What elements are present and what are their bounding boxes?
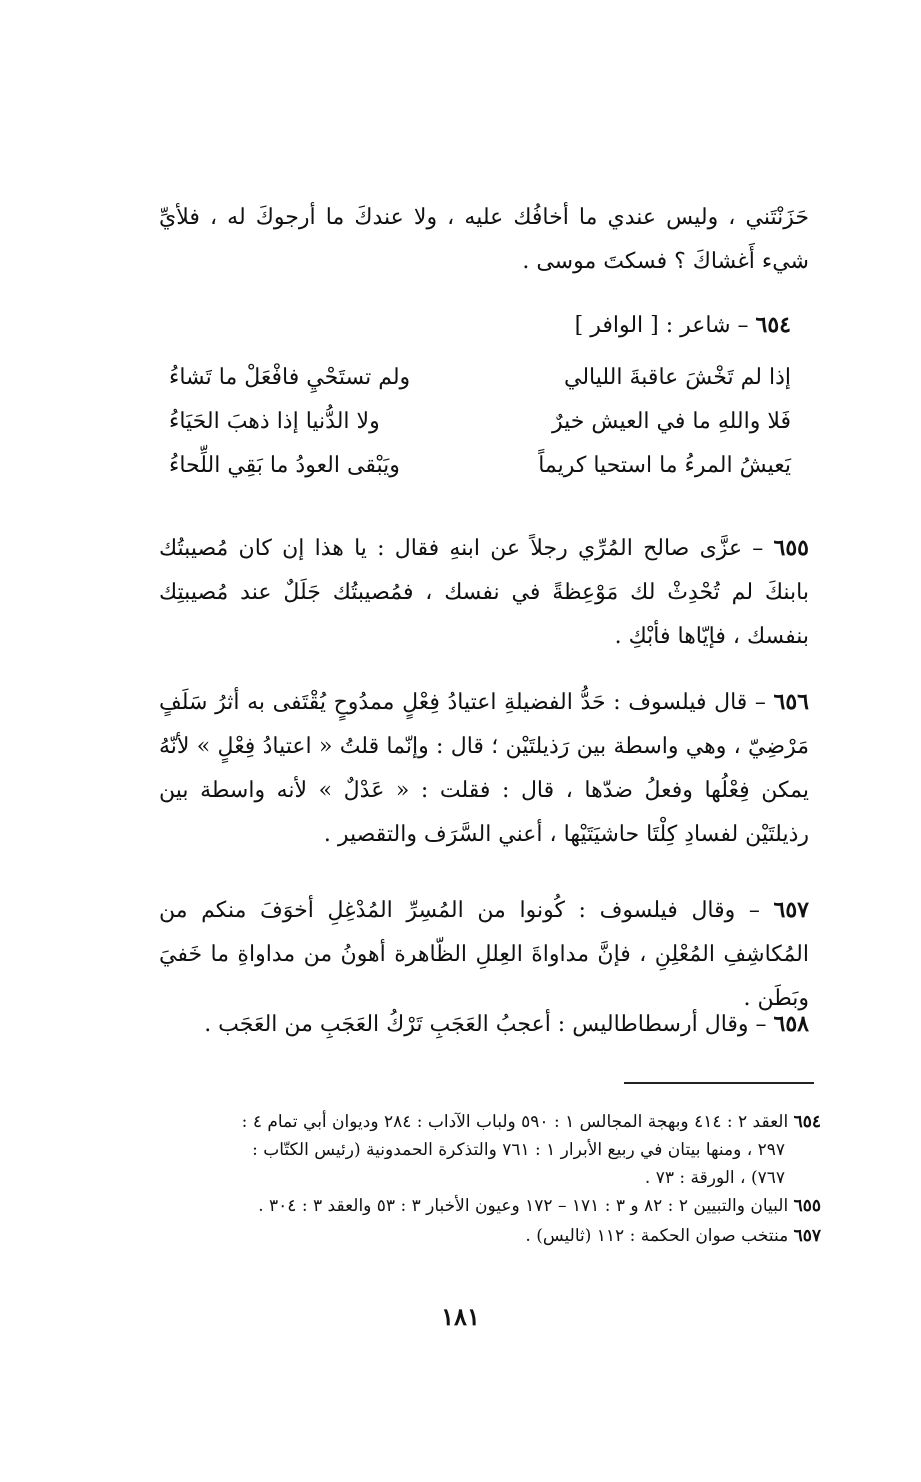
entry-text: – قال فيلسوف : حَدُّ الفضيلةِ اعتيادُ فِعْلٍ ممدُوحٍ يُقْتَفى به أثرُ سَلَفٍ مَرْضِيّ ، وهي واسطة بين رَذيلتَيْن ؛ قال : وإنّما قلتُ « اعتيادُ فِعْلٍ » لأنّهُ يمكن فِعْلُها وفعلُ ضدّها ، قال : فقلت : « عَدْلٌ » لأنه واسطة بين رذيلتَيْن لفسادِ كِلْتَا حاشيَتَيْها ، أعني السَّرَف والتقصير . bbox=[159, 690, 809, 847]
entry-655 bbox=[159, 526, 809, 659]
poem-verse bbox=[169, 400, 791, 444]
entry-654-heading bbox=[575, 305, 791, 346]
entry-text: – عزَّى صالح المُرِّي رجلاً عن ابنهِ فقال : يا هذا إن كان مُصيبتُك بابنكَ لم تُحْدِثْ لك مَوْعِظةً في نفسك ، فمُصيبتُك جَلَلٌ عند مُصيبتِك بنفسك ، فإيّاها فأبْكِ . bbox=[159, 536, 809, 649]
entry-656 bbox=[159, 680, 809, 857]
footnote-number: ٦٥٤ bbox=[793, 1112, 821, 1132]
footnote-line: ٢٩٧ ، ومنها بيتان في ربيع الأبرار ١ : ٧٦١ والتذكرة الحمدونية (رئيس الكتّاب : bbox=[252, 1140, 785, 1160]
footnote-655 bbox=[149, 1192, 821, 1220]
verse-first-hemistich: يَعيشُ المرءُ ما استحيا كريماً bbox=[538, 453, 791, 478]
footnote-separator bbox=[624, 1082, 814, 1084]
poem-verse bbox=[169, 444, 791, 488]
entry-number: ٦٥٤ bbox=[755, 312, 791, 338]
footnote-657 bbox=[149, 1222, 821, 1250]
poem-verse bbox=[169, 356, 791, 400]
verse-first-hemistich: فَلا واللهِ ما في العيش خيرٌ bbox=[552, 409, 791, 434]
footnote-654 bbox=[149, 1108, 821, 1136]
entry-number: ٦٥٥ bbox=[773, 535, 809, 561]
footnote-number: ٦٥٧ bbox=[793, 1226, 821, 1246]
verse-second-hemistich: ولا الدُّنيا إذا ذهبَ الحَيَاءُ bbox=[169, 409, 380, 434]
verse-second-hemistich: ويَبْقى العودُ ما بَقِي اللِّحاءُ bbox=[169, 453, 400, 478]
entry-number: ٦٥٧ bbox=[773, 897, 809, 923]
entry-number: ٦٥٦ bbox=[773, 689, 809, 715]
page-number: ١٨١ bbox=[441, 1302, 480, 1331]
entry-658 bbox=[159, 1002, 809, 1047]
verse-second-hemistich: ولم تستَحْيِ فافْعَلْ ما تَشاءُ bbox=[169, 365, 411, 390]
entry-text: – وقال فيلسوف : كُونوا من المُسِرِّ المُدْغِلِ أخوَفَ منكم من المُكاشِفِ المُعْلِنِ ، فإنَّ مداواةَ العِللِ الظّاهرة أهونُ من مداواةِ ما خَفيَ وبَطَن . bbox=[159, 898, 809, 1011]
intro-paragraph: حَزَنْتَني ، وليس عندي ما أخافُك عليه ، ولا عندكَ ما أرجوكَ له ، فلأيِّ شيء أَغشاكَ ؟ فسكتَ موسى . bbox=[159, 205, 809, 274]
entry-heading-text: – شاعر : [ الوافر ] bbox=[574, 313, 749, 338]
verse-first-hemistich: إذا لم تَخْشَ عاقبةَ الليالي bbox=[564, 365, 791, 390]
footnote-line: منتخب صوان الحكمة : ١١٢ (ثاليس) . bbox=[525, 1226, 789, 1246]
entry-text: – وقال أرسطاطاليس : أعجبُ العَجَبِ تَرْكُ العَجَبِ من العَجَب . bbox=[204, 1012, 767, 1037]
footnote-number: ٦٥٥ bbox=[793, 1196, 821, 1216]
entry-number: ٦٥٨ bbox=[773, 1011, 809, 1037]
footnote-line: ٧٦٧) ، الورقة : ٧٣ . bbox=[644, 1168, 785, 1188]
footnote-line: العقد ٢ : ٤١٤ وبهجة المجالس ١ : ٥٩٠ ولباب الآداب : ٢٨٤ وديوان أبي تمام ٤ : bbox=[241, 1112, 789, 1132]
footnote-line: البيان والتبيين ٢ : ٨٢ و ٣ : ١٧١ – ١٧٢ وعيون الأخبار ٣ : ٥٣ والعقد ٣ : ٣٠٤ . bbox=[258, 1196, 789, 1216]
